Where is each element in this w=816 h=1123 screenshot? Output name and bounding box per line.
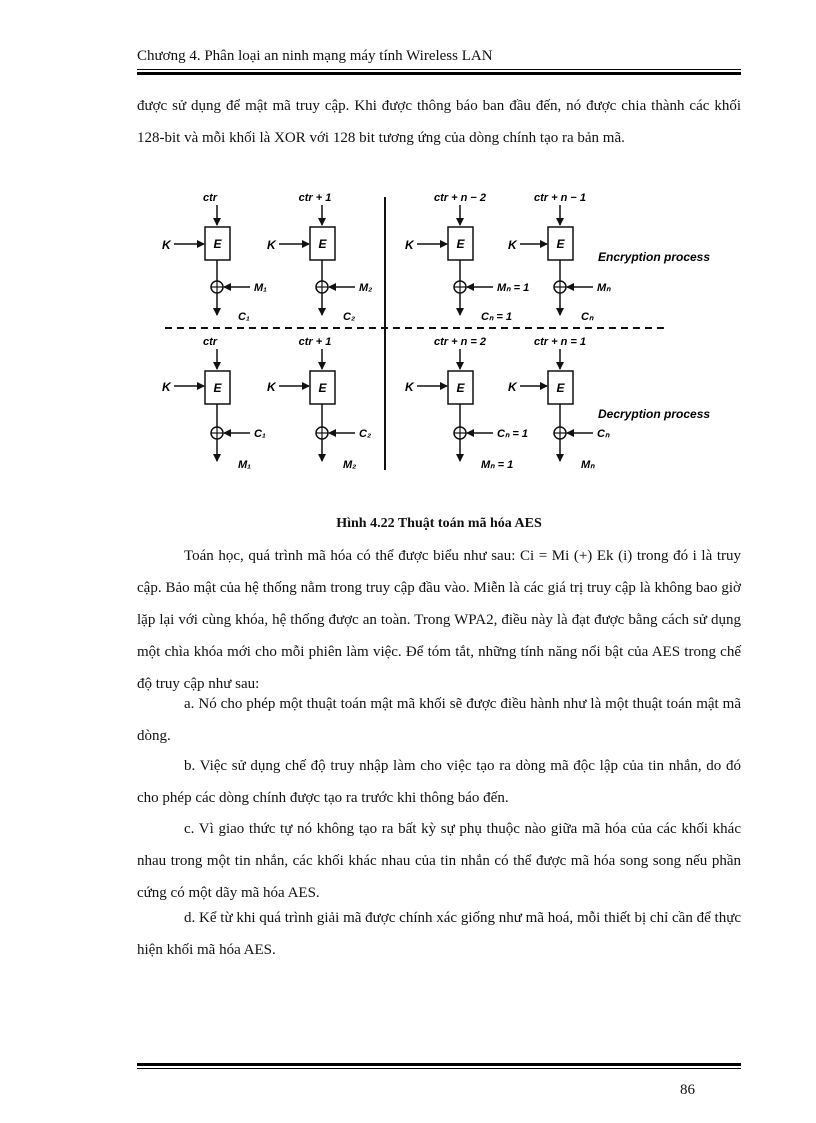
counter-label: ctr + 1 [298, 336, 332, 348]
key-label: K [267, 380, 276, 394]
counter-label: ctr + 1 [298, 192, 332, 204]
header-rule-thin [137, 69, 741, 70]
key-label: K [508, 238, 517, 252]
key-label: K [162, 380, 171, 394]
dec-cell-2 [267, 336, 371, 471]
list-item-b: b. Việc sử dụng chế độ truy nhập làm cho việc tạo ra dòng mã độc lập của tin nhắn, do đó cho phép các dòng chính được tạo ra trước khi thông báo đến. [137, 758, 741, 806]
counter-label: ctr + n = 2 [434, 336, 486, 348]
output-label: Mₙ [581, 459, 595, 471]
figure-caption: Hình 4.22 Thuật toán mã hóa AES [336, 516, 542, 531]
input-label: Cₙ = 1 [497, 428, 528, 440]
block-label: E [318, 237, 327, 251]
counter-label: ctr [202, 192, 218, 204]
block-label: E [456, 237, 465, 251]
list-item-d: d. Kể từ khi quá trình giải mã được chính xác giống như mã hoá, mỗi thiết bị chỉ cần để thực hiện khối mã hóa AES. [137, 910, 741, 958]
list-item-a: a. Nó cho phép một thuật toán mật mã khối sẽ được điều hành như là một thuật toán mật mã dòng. [137, 696, 741, 744]
key-label: K [162, 238, 171, 252]
dec-cell-4 [508, 336, 610, 471]
output-label: M₁ [238, 459, 252, 471]
enc-cell-3 [405, 192, 529, 323]
key-label: K [267, 238, 276, 252]
counter-label: ctr + n = 1 [534, 336, 586, 348]
block-label: E [556, 381, 565, 395]
footer-rule-thin [137, 1068, 741, 1069]
input-label: M₂ [359, 282, 373, 294]
header-rule-thick [137, 72, 741, 75]
aes-ctr-diagram [150, 185, 730, 475]
enc-cell-2 [267, 192, 372, 323]
enc-cell-4 [508, 192, 611, 323]
input-label: Mₙ = 1 [497, 282, 530, 294]
intro-paragraph: được sử dụng để mật mã truy cập. Khi được thông báo ban đầu đến, nó được chia thành các khối 128-bit và mỗi khối là XOR với 128 bit tương ứng của dòng chính tạo ra bản mã. [137, 98, 741, 146]
output-label: C₂ [343, 311, 356, 323]
block-label: E [456, 381, 465, 395]
block-label: E [213, 381, 222, 395]
key-label: K [405, 380, 414, 394]
input-label: C₂ [359, 428, 372, 440]
counter-label: ctr + n − 1 [534, 192, 586, 204]
output-label: Cₙ [581, 311, 594, 323]
dec-cell-3 [405, 336, 528, 471]
counter-label: ctr + n − 2 [434, 192, 486, 204]
footer-rule-thick [137, 1063, 741, 1066]
output-label: Mₙ = 1 [481, 459, 514, 471]
output-label: M₂ [343, 459, 357, 471]
block-label: E [318, 381, 327, 395]
input-label: Mₙ [597, 282, 611, 294]
input-label: C₁ [254, 428, 266, 440]
counter-label: ctr [202, 336, 218, 348]
chapter-header: Chương 4. Phân loại an ninh mạng máy tính Wireless LAN [137, 48, 493, 64]
dec-cell-1 [162, 336, 266, 471]
enc-cell-1 [162, 192, 267, 323]
key-label: K [508, 380, 517, 394]
list-item-c: c. Vì giao thức tự nó không tạo ra bất kỳ sự phụ thuộc nào giữa mã hóa của các khối khác nhau trong một tin nhắn, các khối khác nhau của tin nhắn có thể được mã hóa song song nếu phần cứng có một dãy mã hóa AES. [137, 821, 741, 901]
block-label: E [556, 237, 565, 251]
encryption-process-label: Encryption process [598, 250, 711, 264]
body-paragraph: Toán học, quá trình mã hóa có thể được biểu như sau: Ci = Mi (+) Ek (i) trong đó i là truy cập. Bảo mật của hệ thống nằm trong truy cập đầu vào. Miễn là các giá trị truy cập là không bao giờ lặp lại với cùng khóa, hệ thống được an toàn. Trong WPA2, điều này là đạt được bằng cách sử dụng một chìa khóa mới cho mỗi phiên làm việc. Để tóm tắt, những tính năng nổi bật của AES trong chế độ truy cập như sau: [137, 548, 741, 692]
key-label: K [405, 238, 414, 252]
input-label: Cₙ [597, 428, 610, 440]
output-label: Cₙ = 1 [481, 311, 512, 323]
page-number: 86 [680, 1082, 695, 1098]
output-label: C₁ [238, 311, 250, 323]
block-label: E [213, 237, 222, 251]
decryption-process-label: Decryption process [598, 407, 711, 421]
input-label: M₁ [254, 282, 268, 294]
